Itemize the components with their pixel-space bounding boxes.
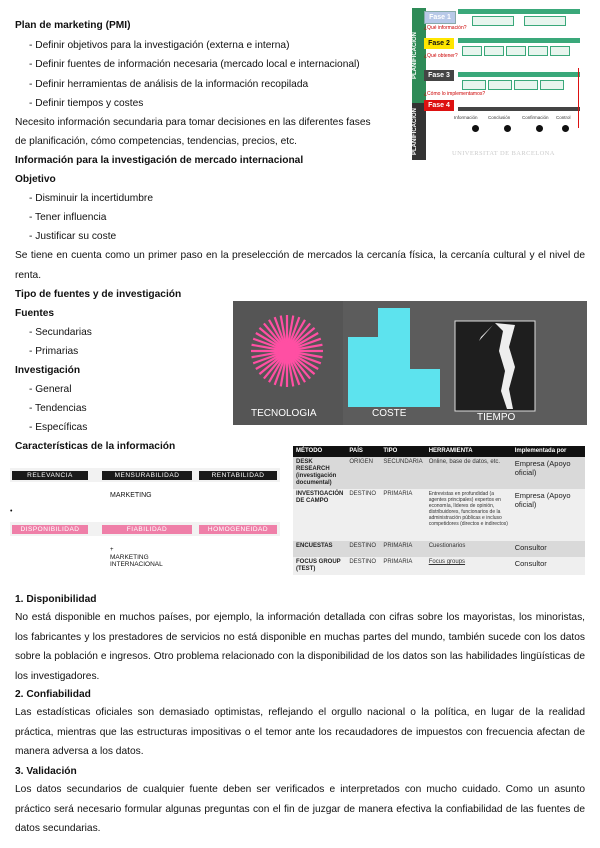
table-cell: Empresa (Apoyo oficial) [512,489,585,541]
phase-1: Fase 1 [424,11,456,24]
marketing-label: MARKETING [110,492,152,499]
table-header: TIPO [380,446,425,457]
question: ¿Qué obtener? [424,53,458,59]
international-label: INTERNACIONAL [110,561,163,568]
tech-cost-time-image [233,301,587,425]
list-item: - Tendencias [29,403,87,414]
table-row [293,557,585,575]
list-item: - Definir fuentes de información necesaria (mercado local e internacional) [29,59,360,70]
section-title: Información para la investigación de mercado internacional [15,155,304,166]
paragraph-line: Necesito información secundaria para tomar decisiones en las diferentes fases [15,117,371,128]
caption-time: TIEMPO [477,412,516,423]
tag-mensurabilidad: MENSURABILIDAD [102,471,192,480]
table-cell: Consultor [512,541,585,557]
phase-2: Fase 2 [424,38,454,49]
phase-3: Fase 3 [424,70,454,81]
paragraph: No está disponible en muchos países, por ejemplo, la información detallada con cifras sobre los mayoristas, los minoristas, los fabricantes y los prestadores de servicios no está disponible en muchas partes del mundo, también sucede con los datos sobre la población e ingresos. Otro problema relacionado con la disponibilidad de los datos son las habilidades lingüísticas de los investigadores. [15,612,585,682]
plus-sign: + [110,547,114,553]
list-item: - Definir herramientas de análisis de la información recopilada [29,79,309,90]
table-header: HERRAMIENTA [426,446,512,457]
table-cell: Empresa (Apoyo oficial) [512,457,585,489]
list-item: - General [29,384,72,395]
list-item: - Justificar su coste [29,231,117,242]
question: ¿Cómo lo implementamos? [424,91,486,97]
table-cell: DESTINO [346,557,380,575]
research-title: Investigación [15,365,81,376]
heading-disponibilidad: 1. Disponibilidad [15,594,97,605]
phase-4: Fase 4 [424,100,454,111]
list-item: - Primarias [29,346,79,357]
table-header: Implementada por [512,446,585,457]
table-cell: DESK RESEARCH (investigación documental) [293,457,346,489]
plan-marketing-title: Plan de marketing (PMI) [15,20,131,31]
illustration [233,301,587,425]
table-cell: ORIGEN [346,457,380,489]
heading-validacion: 3. Validación [15,766,77,777]
table-cell: Focus groups [426,557,512,575]
table-row [293,457,585,489]
characteristics-title: Características de la información [15,441,176,452]
paragraph: Se tiene en cuenta como un primer paso en la preselección de mercados la cercanía física, la cercanía cultural y el nivel de renta. [15,250,585,281]
tag-fiabilidad: FIABILIDAD [102,525,192,534]
tag-relevancia: RELEVANCIA [12,471,88,480]
table-cell: PRIMARIA [380,541,425,557]
paragraph-line: de planificación, cómo competencias, tendencias, precios, etc. [15,136,298,147]
burst-center [278,342,296,360]
list-item: - Secundarias [29,327,92,338]
table-cell: SECUNDARIA [380,457,425,489]
list-item: - Definir objetivos para la investigación (externa e interna) [29,40,290,51]
list-item: - Definir tiempos y costes [29,98,144,109]
caption-tech: TECNOLOGIA [251,408,317,419]
table-cell: Consultor [512,557,585,575]
table-header: MÉTODO [293,446,346,457]
table-cell: DESTINO [346,489,380,541]
side-label: PLANIFICACIÓN [412,32,418,79]
bottom-label: Conclusión [488,115,511,120]
table-header: PAÍS [346,446,380,457]
table-cell: INVESTIGACIÓN DE CAMPO [293,489,346,541]
section-title: Tipo de fuentes y de investigación [15,289,182,300]
tag-disponibilidad: DISPONIBILIDAD [12,525,88,534]
table-cell: Online, base de datos, etc. [426,457,512,489]
characteristics-graphic: RELEVANCIA MENSURABILIDAD RENTABILIDAD MARKETING • DISPONIBILIDAD FIABILIDAD HOMOGENEIDAD + MARKETING INTERNACIONAL [10,468,280,576]
heading-confiabilidad: 2. Confiabilidad [15,689,91,700]
sources-title: Fuentes [15,308,55,319]
methods-table [293,446,585,575]
planning-diagram [412,8,582,160]
table-cell: PRIMARIA [380,489,425,541]
paragraph: Las estadísticas oficiales son demasiado optimistas, reflejando el orgullo nacional o la política, en lugar de la realidad práctica, mientras que las estructuras impositivas o el temor ante los recaudadores de impuestos con frecuencia afectan de manera adversa a los datos. [15,707,585,757]
table-row [293,489,585,541]
table-cell: Cuestionarios [426,541,512,557]
table-cell: DESTINO [346,541,380,557]
watermark: UNIVERSITAT DE BARCELONA [452,150,555,157]
table-row [293,541,585,557]
marketing-label-2: MARKETING [110,554,149,561]
list-item: - Específicas [29,422,88,433]
question: ¿Qué información? [424,25,467,31]
table-cell: ENCUESTAS [293,541,346,557]
tag-rentabilidad: RENTABILIDAD [199,471,277,480]
bottom-label: Información [454,115,478,120]
table-cell: PRIMARIA [380,557,425,575]
side-label: PLANIFICACIÓN [412,108,418,155]
paragraph: Los datos secundarios de cualquier fuente deben ser verificados e interpretados con mucho cuidado. Como un asunto práctico será necesario formular algunas preguntas con el fin de juzgar de manera efectiva la confiabilidad de las fuentes de datos secundarias. [15,784,585,834]
tag-homogeneidad: HOMOGENEIDAD [199,525,277,534]
objective-title: Objetivo [15,174,56,185]
list-item: - Disminuir la incertidumbre [29,193,153,204]
bottom-label: Control [556,115,571,120]
bottom-label: Confirmación [522,115,549,120]
table-cell: Entrevistas en profundidad (a agentes principales) expertos en economía, líderes de opinión, distribuidores, funcionarios de la administración públicas e incluso competidores (directos e indirectos) [426,489,512,541]
caption-cost: COSTE [372,408,407,419]
table-cell: FOCUS GROUP (TEST) [293,557,346,575]
list-item: - Tener influencia [29,212,107,223]
